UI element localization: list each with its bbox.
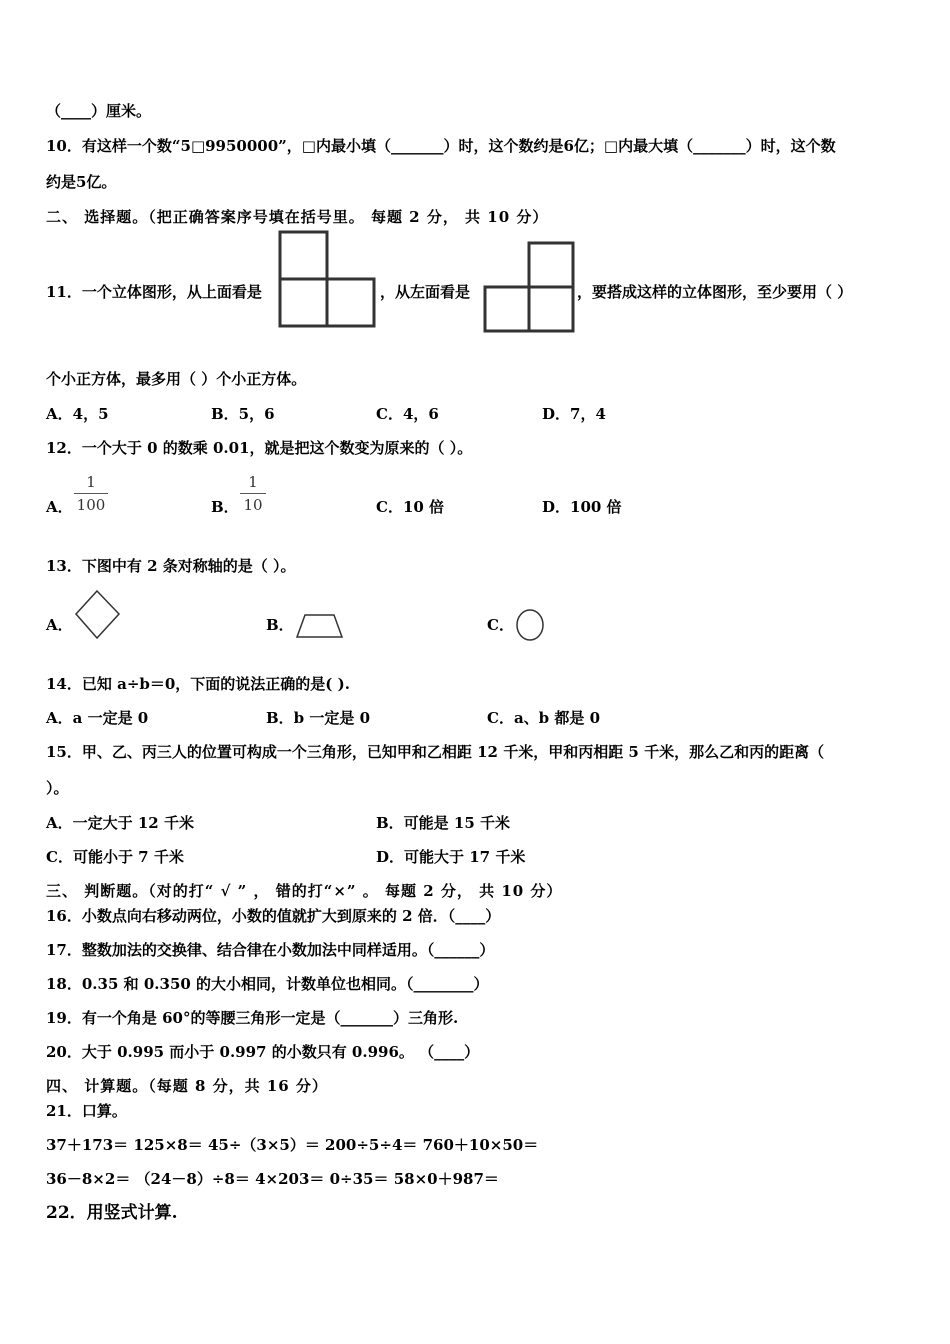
q12-option-b-label: B．: [211, 498, 239, 516]
q12-option-a-label: A．: [46, 498, 73, 516]
rhombus-shape: [74, 589, 122, 641]
q13-option-a: A．: [46, 616, 73, 634]
q12-option-d: D．100 倍: [542, 498, 622, 516]
q14-option-c: C．a、b 都是 0: [487, 709, 601, 727]
q10-line2: 约是5亿。: [46, 173, 117, 191]
q10-line1: 10．有这样一个数“5□9950000”，□内最小填（_______）时，这个数约是6亿；□内最大填（_______）时，这个数: [46, 137, 836, 155]
fraction-numerator: 1: [248, 473, 258, 491]
q14-option-b: B．b 一定是 0: [266, 709, 371, 727]
q22-title: 22．用竖式计算.: [46, 1203, 178, 1223]
q21-title: 21．口算。: [46, 1102, 127, 1120]
q11-text-part3: ，要搭成这样的立体图形，至少要用（ ）: [577, 283, 853, 301]
q11-line2: 个小正方体，最多用（ ）个小正方体。: [46, 370, 307, 388]
oral-calc-row-2: 36－8×2＝ （24－8）÷8＝ 4×203＝ 0÷35＝ 58×0＋987＝: [46, 1170, 499, 1188]
q9-answer-line: （____）厘米。: [46, 102, 152, 120]
q15-option-b: B．可能是 15 千米: [376, 814, 510, 832]
q20: 20．大于 0.995 而小于 0.997 的小数只有 0.996。 （____）: [46, 1043, 480, 1061]
q11-text-part2: ，从左面看是: [380, 283, 471, 301]
q15-option-c: C．可能小于 7 千米: [46, 848, 184, 866]
q13-question: 13．下图中有 2 条对称轴的是（ ）。: [46, 557, 296, 575]
q15-line2: ）。: [46, 779, 69, 797]
q14-question: 14．已知 a÷b＝0，下面的说法正确的是( ).: [46, 675, 350, 693]
q15-line1: 15．甲、乙、丙三人的位置可构成一个三角形，已知甲和乙相距 12 千米，甲和丙相距 5 千米，那么乙和丙的距离（: [46, 743, 825, 761]
q15-option-d: D．可能大于 17 千米: [376, 848, 526, 866]
q12-option-a-fraction: [74, 473, 108, 514]
section-4-heading: 四、 计算题。（每题 8 分，共 16 分）: [46, 1077, 328, 1095]
fraction-denominator: 10: [243, 496, 263, 514]
q13-option-c: C．: [487, 616, 514, 634]
q13-option-b: B．: [266, 616, 294, 634]
q11-text-part1: 11．一个立体图形，从上面看是: [46, 283, 262, 301]
fraction-numerator: 1: [86, 473, 96, 491]
q12-option-c: C．10 倍: [376, 498, 445, 516]
q18: 18．0.35 和 0.350 的大小相同，计数单位也相同。（________）: [46, 975, 489, 993]
q14-option-a: A．a 一定是 0: [46, 709, 149, 727]
fraction-denominator: 100: [76, 496, 106, 514]
ellipse-shape: [514, 607, 546, 643]
q11-option-d: D．7，4: [542, 405, 606, 423]
q12-question: 12．一个大于 0 的数乘 0.01，就是把这个数变为原来的（ ）。: [46, 439, 473, 457]
q16: 16．小数点向右移动两位，小数的值就扩大到原来的 2 倍．（____）: [46, 907, 501, 925]
q11-option-c: C．4，6: [376, 405, 439, 423]
top-view-figure: [278, 230, 376, 328]
section-3-heading: 三、 判断题。（对的打“ √ ” ， 错的打“×” 。 每题 2 分， 共 10 分）: [46, 882, 563, 900]
oral-calc-row-1: 37＋173＝ 125×8＝ 45÷（3×5）＝ 200÷5÷4＝ 760＋10×50＝: [46, 1136, 539, 1154]
trapezoid-shape: [294, 612, 346, 640]
section-2-heading: 二、 选择题。（把正确答案序号填在括号里。 每题 2 分， 共 10 分）: [46, 208, 549, 226]
q11-option-a: A．4，5: [46, 405, 109, 423]
q17: 17．整数加法的交换律、结合律在小数加法中同样适用。（______）: [46, 941, 495, 959]
q19: 19．有一个角是 60°的等腰三角形一定是（_______）三角形.: [46, 1009, 459, 1027]
left-view-figure: [483, 241, 577, 334]
q15-option-a: A．一定大于 12 千米: [46, 814, 194, 832]
q12-option-b-fraction: [240, 473, 266, 514]
q11-option-b: B．5，6: [211, 405, 275, 423]
